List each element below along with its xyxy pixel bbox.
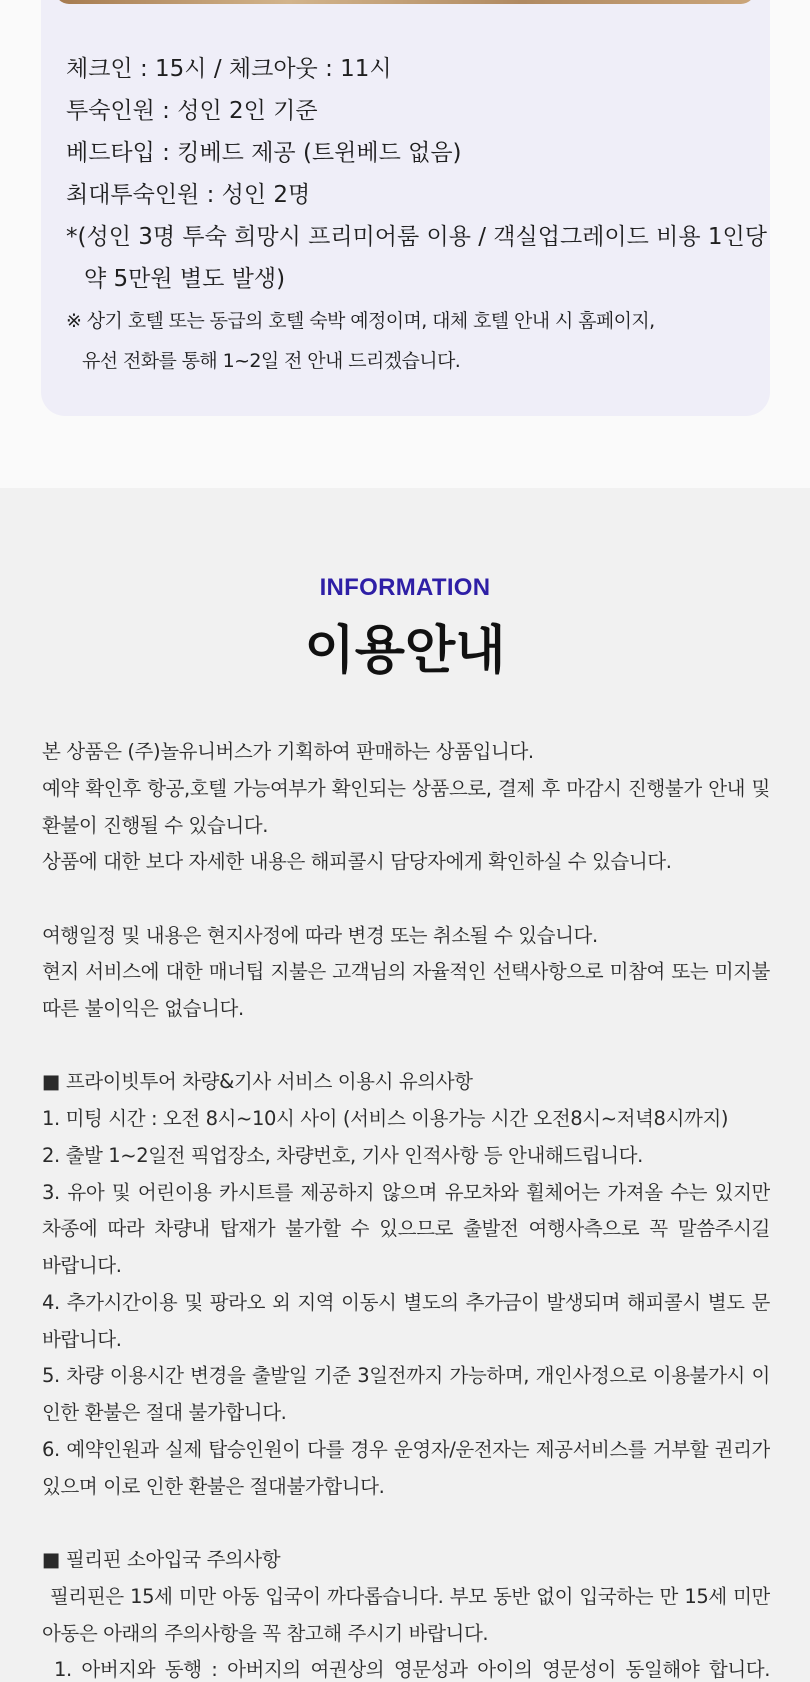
bed-type-text: 베드타입 : 킹베드 제공 (트윈베드 없음) — [66, 140, 462, 166]
section-title: 이용안내 — [304, 621, 506, 681]
hotel-note-line-2: 유선 전화를 통해 1~2일 전 안내 드리겠습니다. — [82, 350, 461, 372]
upgrade-note-line-1: *(성인 3명 투숙 희망시 프리미어룸 이용 / 객실업그레이드 비용 1인당 — [66, 224, 767, 250]
info-line: 1. 아버지와 동행 : 아버지의 여권상의 영문성과 아이의 영문성이 동일해야 합니다. — [54, 1658, 770, 1681]
hotel-info-section — [0, 0, 810, 488]
info-line: 1. 미팅 시간 : 오전 8시~10시 사이 (서비스 이용가능 시간 오전8시~저녁8시까지) — [42, 1107, 729, 1130]
information-eyebrow: INFORMATION — [319, 574, 491, 601]
info-line: 2. 출발 1~2일전 픽업장소, 차량번호, 기사 인적사항 등 안내해드립니다. — [42, 1144, 643, 1167]
info-line: 4. 추가시간이용 및 팡라오 외 지역 이동시 별도의 추가금이 발생되며 해피콜시 별도 문 — [42, 1291, 770, 1314]
info-line: 차종에 따라 차량내 탑재가 불가할 수 있으므로 출발전 여행사측으로 꼭 말씀주시길 — [42, 1217, 770, 1240]
info-line: 3. 유아 및 어린이용 카시트를 제공하지 않으며 유모차와 휠체어는 가져올 수는 있지만 — [42, 1181, 770, 1204]
info-line: 따른 불이익은 없습니다. — [42, 997, 244, 1020]
max-guests-text: 최대투숙인원 : 성인 2명 — [66, 182, 311, 208]
child-entry-heading: ■ 필리핀 소아입국 주의사항 — [42, 1548, 281, 1571]
info-line: 환불이 진행될 수 있습니다. — [42, 814, 269, 837]
guest-count-text: 투숙인원 : 성인 2인 기준 — [66, 98, 318, 124]
private-tour-heading: ■ 프라이빗투어 차량&기사 서비스 이용시 유의사항 — [42, 1070, 473, 1093]
information-section — [0, 488, 810, 1682]
checkin-checkout-text: 체크인 : 15시 / 체크아웃 : 11시 — [66, 56, 392, 82]
info-line: 5. 차량 이용시간 변경을 출발일 기준 3일전까지 가능하며, 개인사정으로 이용불가시 이 — [42, 1364, 770, 1387]
info-line: 인한 환불은 절대 불가합니다. — [42, 1401, 287, 1424]
upgrade-note-line-2: 약 5만원 별도 발생) — [84, 266, 286, 292]
info-line: 바랍니다. — [42, 1328, 122, 1351]
hotel-note-line-1: ※ 상기 호텔 또는 동급의 호텔 숙박 예정이며, 대체 호텔 안내 시 홈페이지, — [66, 310, 655, 332]
info-line: 현지 서비스에 대한 매너팁 지불은 고객님의 자율적인 선택사항으로 미참여 또는 미지불 — [42, 960, 770, 983]
info-line: 본 상품은 (주)놀유니버스가 기획하여 판매하는 상품입니다. — [42, 740, 534, 763]
hotel-info-card — [41, 0, 770, 416]
info-line: 상품에 대한 보다 자세한 내용은 해피콜시 담당자에게 확인하실 수 있습니다. — [42, 850, 672, 873]
info-line: 예약 확인후 항공,호텔 가능여부가 확인되는 상품으로, 결제 후 마감시 진행불가 안내 및 — [42, 777, 770, 800]
hotel-photo-edge — [55, 0, 755, 4]
info-line: 바랍니다. — [42, 1254, 122, 1277]
info-line: 6. 예약인원과 실제 탑승인원이 다를 경우 운영자/운전자는 제공서비스를 거부할 권리가 — [42, 1438, 770, 1461]
info-line: 필리핀은 15세 미만 아동 입국이 까다롭습니다. 부모 동반 없이 입국하는 만 15세 미만 — [50, 1585, 770, 1608]
info-line: 여행일정 및 내용은 현지사정에 따라 변경 또는 취소될 수 있습니다. — [42, 924, 598, 947]
info-line: 아동은 아래의 주의사항을 꼭 참고해 주시기 바랍니다. — [42, 1622, 489, 1645]
info-line: 있으며 이로 인한 환불은 절대불가합니다. — [42, 1475, 385, 1498]
